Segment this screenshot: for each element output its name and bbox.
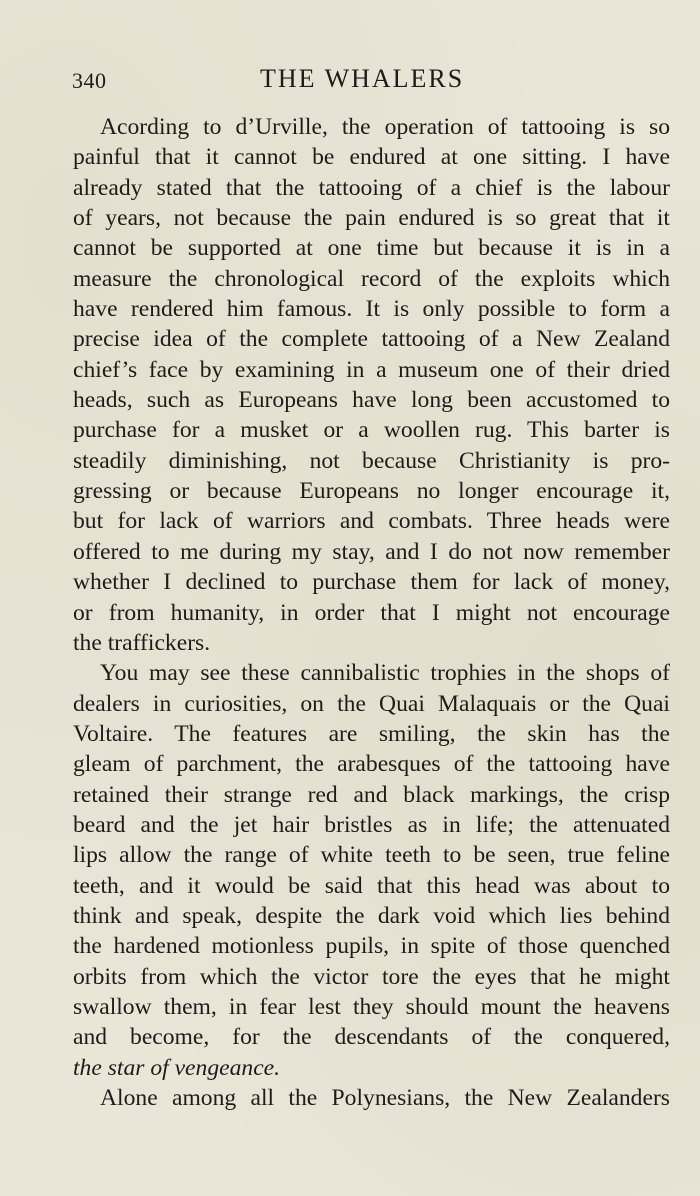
text-line: lips allow the range of white teeth to be seen, true feline xyxy=(73,842,670,869)
text-line: painful that it cannot be endured at one sitting. I have xyxy=(73,144,670,171)
text-line: swallow them, in fear lest they should mount the heavens xyxy=(73,993,670,1020)
text-line: gleam of parchment, the arabesques of the tattooing have xyxy=(73,751,670,778)
text-line: the traffickers. xyxy=(73,629,211,656)
text-line: precise idea of the complete tattooing of a New Zealand xyxy=(73,326,670,353)
running-title: THE WHALERS xyxy=(260,64,465,93)
text-line: Acording to d’Urville, the operation of tattooing is so xyxy=(100,114,670,140)
page-number: 340 xyxy=(72,68,107,93)
text-line: of years, not because the pain endured is so great that it xyxy=(73,205,670,232)
text-line: but for lack of warriors and combats. Three heads were xyxy=(73,508,670,535)
text-line: whether I declined to purchase them for lack of money, xyxy=(73,569,670,596)
text-line: orbits from which the victor tore the eyes that he might xyxy=(73,963,670,990)
text-line: retained their strange red and black markings, the crisp xyxy=(73,781,670,808)
text-line: gressing or because Europeans no longer encourage it, xyxy=(73,478,670,505)
text-line: the hardened motionless pupils, in spite of those quenched xyxy=(73,933,670,960)
text-line: already stated that the tattooing of a chief is the labour xyxy=(73,174,670,201)
text-line: and become, for the descendants of the conquered, xyxy=(73,1024,670,1051)
text-line: steadily diminishing, not because Christianity is pro- xyxy=(73,447,670,474)
text-line: think and speak, despite the dark void which lies behind xyxy=(73,902,670,929)
text-line: offered to me during my stay, and I do not now remember xyxy=(73,538,670,565)
text-line: have rendered him famous. It is only possible to form a xyxy=(73,296,670,323)
text-line: dealers in curiosities, on the Quai Malaquais or the Quai xyxy=(73,690,670,717)
text-line: chief’s face by examining in a museum one of their dried xyxy=(73,356,670,383)
text-line: beard and the jet hair bristles as in life; the attenuated xyxy=(73,811,670,838)
body-text xyxy=(73,112,670,1113)
text-line: heads, such as Europeans have long been accustomed to xyxy=(73,387,670,414)
text-line: You may see these cannibalistic trophies in the shops of xyxy=(100,660,670,687)
running-head xyxy=(72,62,672,96)
text-line: purchase for a musket or a woollen rug. This barter is xyxy=(73,417,670,444)
text-line: teeth, and it would be said that this head was about to xyxy=(73,872,670,899)
text-line: or from humanity, in order that I might not encourage xyxy=(73,599,670,626)
text-line: Alone among all the Polynesians, the New Zealanders xyxy=(100,1085,670,1111)
text-line: cannot be supported at one time but because it is in a xyxy=(73,235,670,262)
text-line-italic: the star of vengeance. xyxy=(73,1054,281,1081)
text-line: Voltaire. The features are smiling, the skin has the xyxy=(73,720,670,747)
text-line: measure the chronological record of the exploits which xyxy=(73,265,670,292)
